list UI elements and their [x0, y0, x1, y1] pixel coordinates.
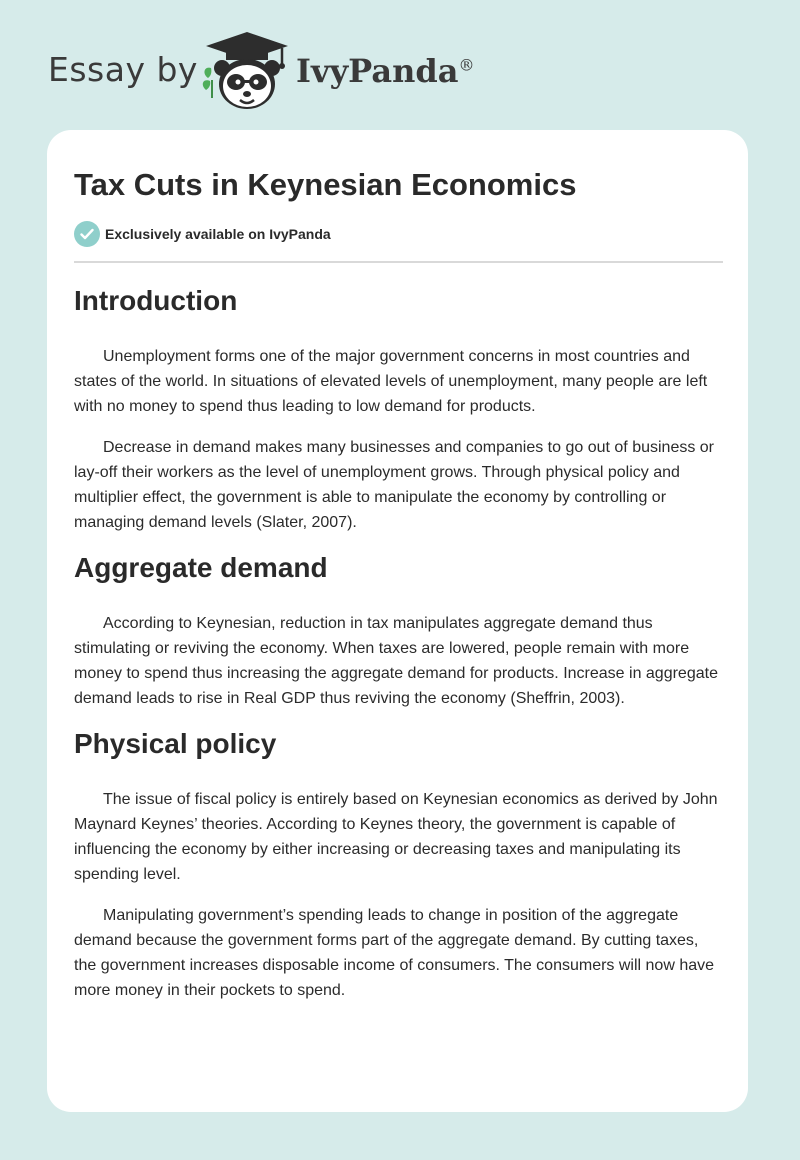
- paragraph: Manipulating government’s spending leads to change in position of the aggregate demand because the government forms part of the aggregate demand. By cutting taxes, the government increases disposable income of consumers. The consumers will now have more money in their pockets to spend.: [74, 907, 715, 999]
- article-body: [74, 283, 723, 1003]
- section-heading-physical-policy: Physical policy: [74, 728, 277, 759]
- paragraph: Unemployment forms one of the major government concerns in most countries and states of the world. In situations of elevated levels of unemployment, many people are left with no money to spend thus leading to low demand for products.: [74, 348, 708, 415]
- exclusive-badge: [74, 221, 331, 247]
- brand-name-text: IvyPanda: [296, 52, 459, 90]
- article-title: Tax Cuts in Keynesian Economics: [74, 167, 577, 202]
- title-divider: [74, 261, 723, 263]
- check-icon: [74, 221, 100, 247]
- panda-logo-icon[interactable]: [200, 30, 295, 112]
- registered-mark: ®: [458, 55, 475, 75]
- section-heading-introduction: Introduction: [74, 285, 238, 316]
- site-header: [0, 0, 800, 120]
- exclusive-badge-label: Exclusively available on IvyPanda: [105, 226, 331, 242]
- paragraph: The issue of fiscal policy is entirely based on Keynesian economics as derived by John Maynard Keynes’ theories. According to Keynes theory, the government is capable of influencing the economy by either increasing or decreasing taxes and manipulating its spending level.: [74, 791, 718, 883]
- section-heading-aggregate-demand: Aggregate demand: [74, 552, 328, 583]
- paragraph: According to Keynesian, reduction in tax manipulates aggregate demand thus stimulating or reviving the economy. When taxes are lowered, people remain with more money to spend thus increasing the aggregate demand for products. Increase in aggregate demand leads to rise in Real GDP thus reviving the economy (Sheffrin, 2003).: [74, 615, 718, 707]
- article-card: [47, 130, 748, 1112]
- paragraph: Decrease in demand makes many businesses and companies to go out of business or lay-off their workers as the level of unemployment grows. Through physical policy and multiplier effect, the government is able to manipulate the economy by controlling or managing demand levels (Slater, 2007).: [74, 439, 715, 531]
- brand-prefix: Essay by: [48, 50, 198, 89]
- brand-name[interactable]: [296, 52, 474, 90]
